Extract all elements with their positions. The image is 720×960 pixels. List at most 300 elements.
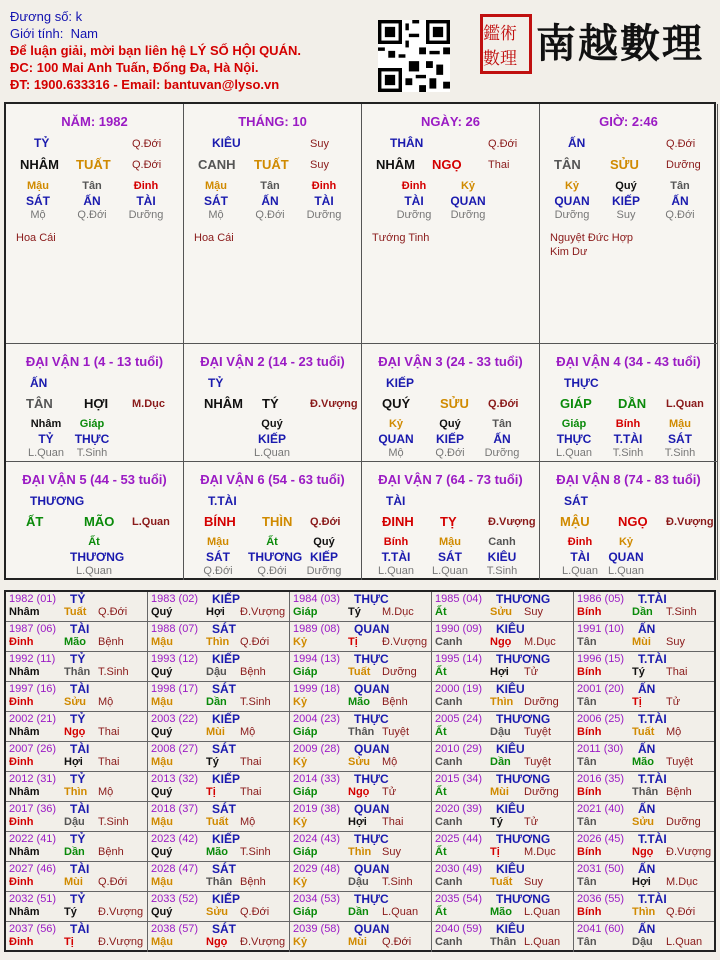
year-stem: Bính (577, 846, 602, 858)
contact-line-3: ĐT: 1900.633316 - Email: bantuvan@lyso.vn (10, 77, 280, 92)
dai-van-branch: SỬU (440, 396, 469, 411)
year-cell (290, 622, 432, 652)
year-god: QUAN (354, 802, 390, 816)
year-state: Bệnh (382, 696, 408, 708)
year-label: 1987 (06) (9, 623, 57, 635)
year-state: Dưỡng (524, 696, 559, 708)
year-label: 2014 (33) (293, 773, 341, 785)
header-info (10, 8, 301, 93)
hidden-stem: Tân (670, 180, 690, 192)
year-cell (6, 622, 148, 652)
year-cell (290, 772, 432, 802)
branch-state: Thai (488, 159, 510, 171)
year-cell (432, 592, 574, 622)
dai-van-hidden-stem: Nhâm (30, 418, 62, 430)
dai-van-god: TỶ (208, 376, 224, 390)
earthly-branch: TUẤT (254, 157, 289, 172)
dai-van-cell (184, 462, 362, 580)
year-stem: Ất (435, 606, 447, 618)
hidden-state: Dưỡng (554, 209, 590, 221)
year-state: M.Dục (524, 636, 556, 648)
dai-van-hidden-god: KIẾP (435, 432, 464, 446)
dai-van-hidden-god: TỶ (38, 432, 54, 446)
year-branch: Sửu (64, 696, 87, 708)
year-god: KIÊU (496, 622, 525, 636)
year-state: Suy (666, 636, 685, 648)
year-cell (6, 862, 148, 892)
dai-van-hidden-god: THƯƠNG (70, 550, 125, 564)
dai-van-hidden-god: T.TÀI (613, 432, 643, 446)
dai-van-cell (540, 462, 718, 580)
year-state: Q.Đới (98, 876, 128, 888)
year-branch: Tuất (206, 816, 229, 828)
year-branch: Hợi (348, 816, 367, 828)
year-god: T.TÀI (638, 832, 667, 846)
dai-van-hidden-stem: Quý (313, 536, 335, 548)
year-state: Suy (382, 846, 401, 858)
year-state: Tử (524, 816, 539, 828)
year-god: QUAN (354, 622, 390, 636)
year-god: KIẾP (212, 712, 241, 726)
pillar-state: Q.Đới (488, 138, 518, 150)
year-stem: Nhâm (9, 846, 40, 858)
year-label: 2016 (35) (577, 773, 625, 785)
dai-van-state: Q.Đới (310, 516, 341, 528)
hidden-stem: Tân (82, 180, 102, 192)
year-label: 1982 (01) (9, 593, 57, 605)
seal-stamp: 鑑術數理 (480, 14, 532, 74)
year-label: 2000 (19) (435, 683, 483, 695)
dai-van-hidden-state: Q.Đới (435, 447, 465, 459)
year-stem: Giáp (293, 906, 318, 918)
year-god: ẤN (638, 922, 656, 936)
year-god: TỶ (70, 592, 86, 606)
year-state: Mộ (98, 786, 114, 798)
year-label: 2001 (20) (577, 683, 625, 695)
year-stem: Canh (435, 876, 463, 888)
year-cell (6, 712, 148, 742)
dai-van-hidden-state: T.Sinh (76, 447, 108, 459)
year-state: L.Quan (666, 936, 703, 948)
year-cell (290, 592, 432, 622)
year-state: Bệnh (240, 876, 266, 888)
owner-name: Đương số: k (10, 9, 83, 24)
year-label: 2032 (51) (9, 893, 57, 905)
year-cell (432, 892, 574, 922)
dai-van-state: L.Quan (132, 516, 170, 528)
year-stem: Bính (577, 666, 602, 678)
pillar-note: Hoa Cái (194, 232, 234, 244)
year-branch: Ngọ (64, 726, 86, 738)
year-label: 2009 (28) (293, 743, 341, 755)
year-cell (432, 922, 574, 952)
dai-van-hidden-stem: Mậu (439, 536, 461, 548)
hidden-state: Q.Đới (255, 209, 285, 221)
year-branch: Mùi (64, 876, 83, 888)
dai-van-hidden-stem: Tân (492, 418, 512, 430)
dai-van-hidden-stem: Bính (383, 536, 409, 548)
branch-state: Dưỡng (666, 159, 701, 171)
pillar-cell (6, 104, 184, 344)
year-god: THƯƠNG (496, 892, 551, 906)
year-stem: Giáp (293, 666, 318, 678)
year-stem: Đinh (9, 816, 34, 828)
year-god: TỶ (70, 712, 86, 726)
year-god: THỰC (354, 652, 389, 666)
year-god: KIÊU (496, 862, 525, 876)
year-cell (290, 922, 432, 952)
year-branch: Tý (490, 816, 503, 828)
year-stem: Tân (577, 756, 597, 768)
hidden-state: Dưỡng (128, 209, 164, 221)
dai-van-hidden-god: KIẾP (309, 550, 338, 564)
year-cell (574, 712, 714, 742)
dai-van-stem: MẬU (560, 514, 590, 529)
year-branch: Thìn (206, 636, 230, 648)
year-cell (432, 682, 574, 712)
year-stem: Giáp (293, 846, 318, 858)
dai-van-branch: TỴ (440, 514, 457, 529)
dai-van-hidden-stem: Kỷ (388, 418, 404, 430)
hidden-state: Dưỡng (306, 209, 342, 221)
year-cell (6, 922, 148, 952)
year-stem: Kỷ (293, 756, 308, 768)
year-stem: Tân (577, 696, 597, 708)
hidden-god: SÁT (204, 194, 228, 208)
year-state: Mộ (382, 756, 398, 768)
annual-luck-table (4, 590, 716, 952)
pillar-title: GIỜ: 2:46 (599, 114, 658, 129)
year-label: 1998 (17) (151, 683, 199, 695)
year-cell (148, 652, 290, 682)
year-stem: Kỷ (293, 936, 308, 948)
year-branch: Hợi (206, 606, 225, 618)
year-cell (6, 652, 148, 682)
year-state: T.Sinh (382, 876, 413, 888)
dai-van-title: ĐẠI VẬN 3 (24 - 33 tuổi) (378, 354, 523, 369)
dai-van-stem: BÍNH (204, 514, 236, 529)
dai-van-title: ĐẠI VẬN 8 (74 - 83 tuổi) (556, 472, 701, 487)
year-stem: Nhâm (9, 666, 40, 678)
dai-van-hidden-state: L.Quan (253, 447, 291, 459)
pillar-title: NĂM: 1982 (61, 114, 128, 129)
year-label: 2029 (48) (293, 863, 341, 875)
year-cell (290, 742, 432, 772)
year-state: Thai (240, 786, 262, 798)
contact-line-2: ĐC: 100 Mai Anh Tuấn, Đống Đa, Hà Nội. (10, 60, 259, 75)
year-branch: Tuất (64, 606, 87, 618)
dai-van-hidden-god: SÁT (206, 550, 230, 564)
year-god: KIẾP (212, 892, 241, 906)
year-god: SÁT (212, 622, 236, 636)
hidden-stem: Mậu (27, 180, 49, 192)
year-stem: Đinh (9, 876, 34, 888)
year-cell (148, 712, 290, 742)
year-god: TÀI (70, 862, 90, 876)
year-cell (290, 652, 432, 682)
year-label: 1991 (10) (577, 623, 625, 635)
dai-van-stem: GIÁP (560, 396, 592, 411)
year-state: Tuyệt (524, 726, 552, 738)
dai-van-state: Đ.Vượng (310, 398, 358, 410)
year-cell (148, 832, 290, 862)
year-state: Mộ (240, 816, 256, 828)
year-state: T.Sinh (240, 696, 271, 708)
year-cell (432, 832, 574, 862)
pillar-cell (184, 104, 362, 344)
dai-van-god: THƯƠNG (30, 494, 85, 508)
year-cell (290, 862, 432, 892)
year-stem: Tân (577, 816, 597, 828)
dai-van-hidden-state: L.Quan (27, 447, 65, 459)
year-label: 2006 (25) (577, 713, 625, 725)
year-god: TỶ (70, 652, 86, 666)
year-label: 2007 (26) (9, 743, 57, 755)
year-label: 2040 (59) (435, 923, 483, 935)
year-state: Mộ (240, 726, 256, 738)
year-branch: Sửu (632, 816, 655, 828)
year-branch: Ngọ (490, 636, 512, 648)
dai-van-branch: HỢI (84, 396, 109, 411)
year-branch: Mão (64, 636, 86, 648)
year-state: Dưỡng (382, 666, 417, 678)
year-cell (574, 682, 714, 712)
year-branch: Thân (490, 936, 517, 948)
earthly-branch: TUẤT (76, 157, 111, 172)
year-label: 2037 (56) (9, 923, 57, 935)
dai-van-state: M.Dục (132, 398, 165, 410)
year-branch: Tý (632, 666, 645, 678)
year-god: T.TÀI (638, 772, 667, 786)
year-cell (574, 772, 714, 802)
year-label: 1992 (11) (9, 653, 56, 665)
year-branch: Thìn (632, 906, 656, 918)
year-branch: Hợi (490, 666, 509, 678)
year-label: 1985 (04) (435, 593, 483, 605)
year-state: Đ.Vượng (666, 846, 712, 858)
year-label: 1984 (03) (293, 593, 341, 605)
year-branch: Tị (64, 936, 74, 948)
year-god: TÀI (70, 742, 90, 756)
dai-van-hidden-state: L.Quan (431, 565, 469, 577)
year-state: T.Sinh (666, 606, 697, 618)
year-cell (574, 592, 714, 622)
year-branch: Dậu (64, 816, 85, 828)
year-stem: Đinh (9, 936, 34, 948)
dai-van-hidden-state: L.Quan (377, 565, 415, 577)
contact-line-1: Để luận giải, mời bạn liên hệ LÝ SỐ HỘI QUÁN. (10, 43, 301, 58)
year-state: Dưỡng (666, 816, 701, 828)
dai-van-hidden-stem: Ất (266, 536, 278, 548)
year-god: QUAN (354, 922, 390, 936)
dai-van-hidden-state: Mộ (388, 447, 404, 459)
year-state: L.Quan (524, 906, 561, 918)
hidden-god: ẤN (261, 194, 279, 208)
year-label: 2025 (44) (435, 833, 483, 845)
dai-van-branch: DẦN (618, 396, 647, 411)
year-state: Q.Đới (240, 906, 270, 918)
year-cell (290, 892, 432, 922)
year-stem: Đinh (9, 636, 34, 648)
year-label: 2010 (29) (435, 743, 483, 755)
year-state: Tử (666, 696, 681, 708)
year-cell (432, 802, 574, 832)
year-branch: Hợi (64, 756, 83, 768)
year-god: KIÊU (496, 802, 525, 816)
year-state: Suy (524, 876, 543, 888)
year-branch: Ngọ (206, 936, 228, 948)
year-god: SÁT (212, 742, 236, 756)
year-god: QUAN (354, 862, 390, 876)
year-branch: Dần (64, 846, 85, 858)
year-god: KIÊU (496, 682, 525, 696)
dai-van-title: ĐẠI VẬN 4 (34 - 43 tuổi) (556, 354, 701, 369)
year-label: 1999 (18) (293, 683, 341, 695)
year-state: M.Dục (666, 876, 698, 888)
dai-van-title: ĐẠI VẬN 7 (64 - 73 tuổi) (378, 472, 523, 487)
dai-van-cell (362, 344, 540, 462)
year-state: M.Dục (524, 846, 556, 858)
year-state: Q.Đới (666, 906, 696, 918)
year-cell (574, 922, 714, 952)
year-cell (148, 802, 290, 832)
year-state: Tử (524, 666, 539, 678)
dai-van-hidden-state: Q.Đới (257, 565, 287, 577)
pillar-note: Hoa Cái (16, 232, 56, 244)
year-branch: Dần (632, 606, 653, 618)
year-cell (574, 622, 714, 652)
dai-van-hidden-stem: Giáp (561, 418, 587, 430)
year-branch: Thân (206, 876, 233, 888)
dai-van-title: ĐẠI VẬN 2 (14 - 23 tuổi) (200, 354, 345, 369)
year-god: ẤN (638, 802, 656, 816)
year-label: 2020 (39) (435, 803, 483, 815)
year-god: SÁT (212, 922, 236, 936)
year-label: 2022 (41) (9, 833, 57, 845)
year-cell (432, 772, 574, 802)
hidden-god: QUAN (554, 194, 590, 208)
year-branch: Tị (632, 696, 642, 708)
dai-van-state: Đ.Vượng (666, 516, 714, 528)
pillar-title: NGÀY: 26 (421, 114, 480, 129)
year-cell (148, 742, 290, 772)
dai-van-hidden-god: KIẾP (257, 432, 286, 446)
year-stem: Bính (577, 906, 602, 918)
year-branch: Thân (632, 786, 659, 798)
year-label: 2030 (49) (435, 863, 483, 875)
heavenly-stem: NHÂM (20, 157, 59, 172)
year-stem: Ất (435, 666, 447, 678)
year-branch: Tý (64, 906, 77, 918)
year-branch: Ngọ (632, 846, 654, 858)
dai-van-god: KIẾP (386, 376, 415, 390)
hidden-god: ẤN (671, 194, 689, 208)
year-stem: Canh (435, 936, 463, 948)
year-cell (148, 892, 290, 922)
year-god: KIẾP (212, 592, 241, 606)
year-branch: Mão (490, 906, 512, 918)
year-branch: Tý (206, 756, 219, 768)
year-god: SÁT (212, 802, 236, 816)
year-stem: Tân (577, 876, 597, 888)
year-god: THƯƠNG (496, 772, 551, 786)
year-branch: Thìn (490, 696, 514, 708)
dai-van-hidden-state: T.Sinh (612, 447, 644, 459)
dai-van-hidden-stem: Quý (261, 418, 283, 430)
year-god: TÀI (70, 682, 90, 696)
year-label: 1995 (14) (435, 653, 483, 665)
heavenly-stem: NHÂM (376, 157, 415, 172)
year-branch: Dậu (206, 666, 227, 678)
dai-van-branch: MÃO (84, 514, 115, 529)
year-cell (6, 772, 148, 802)
year-stem: Đinh (9, 696, 34, 708)
hidden-stem: Mậu (205, 180, 227, 192)
year-state: Q.Đới (98, 606, 128, 618)
hidden-state: Q.Đới (665, 209, 695, 221)
year-label: 1997 (16) (9, 683, 57, 695)
year-cell (148, 682, 290, 712)
hidden-stem: Đinh (401, 180, 427, 192)
dai-van-hidden-god: KIÊU (487, 550, 517, 564)
year-state: Đ.Vượng (382, 636, 428, 648)
year-label: 2023 (42) (151, 833, 199, 845)
year-state: L.Quan (524, 936, 561, 948)
year-label: 1986 (05) (577, 593, 625, 605)
year-stem: Nhâm (9, 786, 40, 798)
dai-van-god: ẤN (30, 376, 48, 390)
year-branch: Tuất (348, 666, 371, 678)
dai-van-stem: QUÝ (382, 396, 411, 411)
year-cell (6, 802, 148, 832)
year-branch: Dậu (348, 876, 369, 888)
year-god: THỰC (354, 592, 389, 606)
year-stem: Canh (435, 636, 463, 648)
year-label: 2027 (46) (9, 863, 57, 875)
year-state: T.Sinh (98, 666, 129, 678)
pillar-note: Nguyệt Đức Hợp (550, 232, 634, 244)
year-label: 2003 (22) (151, 713, 199, 725)
year-stem: Canh (435, 816, 463, 828)
year-label: 2041 (60) (577, 923, 625, 935)
year-label: 1988 (07) (151, 623, 199, 635)
year-label: 2038 (57) (151, 923, 199, 935)
year-branch: Sửu (490, 606, 513, 618)
year-cell (432, 862, 574, 892)
year-stem: Nhâm (9, 906, 40, 918)
year-stem: Giáp (293, 726, 318, 738)
year-branch: Dần (348, 906, 369, 918)
year-god: TÀI (70, 622, 90, 636)
dai-van-god: THỰC (564, 376, 599, 390)
year-label: 2004 (23) (293, 713, 341, 725)
dai-van-cell (6, 462, 184, 580)
year-state: Tử (382, 786, 397, 798)
year-cell (6, 742, 148, 772)
hidden-stem: Quý (615, 180, 637, 192)
dai-van-hidden-state: Dưỡng (484, 447, 520, 459)
year-stem: Canh (435, 756, 463, 768)
year-branch: Dần (490, 756, 511, 768)
dai-van-stem: NHÂM (204, 396, 243, 411)
year-branch: Mùi (348, 936, 367, 948)
year-cell (574, 742, 714, 772)
year-god: KIẾP (212, 772, 241, 786)
year-label: 2005 (24) (435, 713, 483, 725)
year-god: THỰC (354, 772, 389, 786)
pillar-state: Q.Đới (132, 138, 162, 150)
year-state: M.Dục (382, 606, 414, 618)
